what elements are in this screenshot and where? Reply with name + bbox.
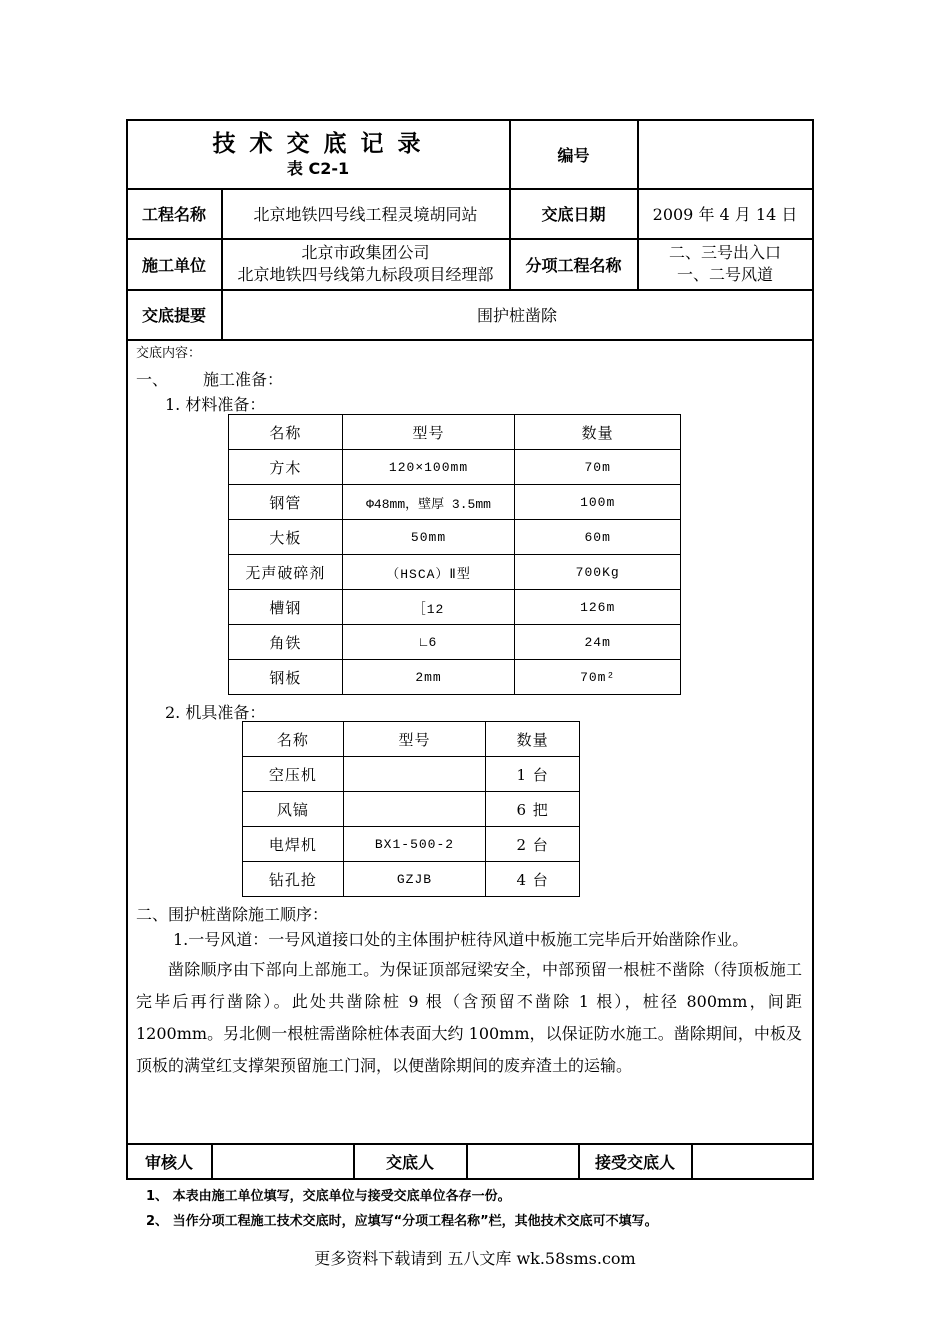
section1-title: 施工准备：: [203, 370, 284, 389]
table-row: [243, 827, 580, 862]
material-spec: ∟6: [342, 625, 515, 660]
form-number: 表 C2-1: [286, 159, 350, 178]
column-header: 数量: [486, 722, 580, 757]
material-name: 槽钢: [229, 590, 343, 625]
summary-label: 交底提要: [141, 306, 206, 325]
material-qty: 24m: [515, 625, 681, 660]
date-label: 交底日期: [541, 205, 606, 224]
project-name: 北京地铁四号线工程灵境胡同站: [253, 205, 478, 224]
machine-model: BX1-500-2: [343, 827, 486, 862]
date-value: 2009 年 4 月 14 日: [652, 205, 798, 224]
material-spec: Φ48mm，壁厚 3.5mm: [342, 485, 515, 520]
contractor-label: 施工单位: [141, 255, 206, 275]
table-row: [229, 520, 681, 555]
machine-qty: 2 台: [486, 827, 580, 862]
material-qty: 700Kg: [515, 555, 681, 590]
machine-qty: 4 台: [486, 862, 580, 897]
section2-title: 二、围护桩凿除施工顺序：: [136, 905, 329, 924]
machine-model: [343, 757, 486, 792]
sub2-title: 2. 机具准备：: [165, 703, 266, 722]
machine-qty: 6 把: [486, 792, 580, 827]
machine-model: [343, 792, 486, 827]
subitem-label: 分项工程名称: [525, 255, 622, 275]
table-row: [243, 757, 580, 792]
material-spec: 2mm: [342, 660, 515, 695]
materials-table: [228, 414, 681, 695]
material-name: 钢管: [229, 485, 343, 520]
summary: 围护桩凿除: [476, 306, 557, 325]
contractor-line1: 北京市政集团公司: [301, 243, 430, 262]
paragraph-1: 1.一号风道：一号风道接口处的主体围护桩待风道中板施工完毕后开始凿除作业。: [173, 930, 749, 949]
note-2: 2、 当作分项工程施工技术交底时，应填写“分项工程名称”栏，其他技术交底可不填写。: [146, 1214, 658, 1229]
table-row: [229, 590, 681, 625]
number-value[interactable]: [638, 120, 812, 188]
contractor-line2: 北京地铁四号线第九标段项目经理部: [237, 265, 494, 284]
material-spec: 50mm: [342, 520, 515, 555]
frame-bottom: [126, 1178, 814, 1180]
machine-name: 风镐: [243, 792, 344, 827]
form-title-block: [127, 120, 509, 188]
receiver-label: 接受交底人: [594, 1152, 675, 1172]
frame-right: [812, 119, 814, 1180]
material-name: 方木: [229, 450, 343, 485]
project-name-label: 工程名称: [141, 205, 206, 224]
column-header: 数量: [515, 415, 681, 450]
material-name: 无声破碎剂: [229, 555, 343, 590]
paragraph-2: 凿除顺序由下部向上部施工。为保证顶部冠梁安全，中部预留一根桩不凿除（待顶板施工完毕后再行凿除）。此处共凿除桩 9 根（含预留不凿除 1 根），桩径 800mm，间距 1200mm。另北侧一根桩需凿除桩体表面大约 100mm，以保证防水施工。凿除期间，中板及顶板的满堂红支撑架预留施工门洞，以便凿除期间的废弃渣土的运输。: [136, 960, 802, 1075]
material-spec: ［12: [342, 590, 515, 625]
receiver-field[interactable]: [692, 1144, 812, 1178]
column-header: 名称: [229, 415, 343, 450]
machines-table: [242, 721, 580, 897]
material-name: 钢板: [229, 660, 343, 695]
table-header-row: [243, 722, 580, 757]
sub1-title: 1. 材料准备：: [165, 395, 266, 414]
reviewer-label: 审核人: [144, 1152, 193, 1172]
form-title: 技 术 交 底 记 录: [212, 131, 424, 157]
subitem-line1: 二、三号出入口: [668, 243, 781, 262]
machine-name: 空压机: [243, 757, 344, 792]
machine-name: 钻孔抢: [243, 862, 344, 897]
number-label: 编号: [557, 145, 590, 165]
table-row: [229, 660, 681, 695]
material-spec: 120×100mm: [342, 450, 515, 485]
table-row: [243, 792, 580, 827]
machine-name: 电焊机: [243, 827, 344, 862]
reviewer-field[interactable]: [212, 1144, 353, 1178]
table-row: [229, 625, 681, 660]
discloser-field[interactable]: [467, 1144, 578, 1178]
table-row: [229, 555, 681, 590]
material-qty: 60m: [515, 520, 681, 555]
machine-model: GZJB: [343, 862, 486, 897]
material-spec: （HSCA）Ⅱ型: [342, 555, 515, 590]
machine-qty: 1 台: [486, 757, 580, 792]
table-header-row: [229, 415, 681, 450]
note-1: 1、 本表由施工单位填写，交底单位与接受交底单位各存一份。: [146, 1189, 511, 1204]
column-header: 型号: [342, 415, 515, 450]
subitem-line2: 一、二号风道: [676, 265, 773, 284]
row-line: [126, 339, 814, 341]
table-row: [243, 862, 580, 897]
footer-text: 更多资料下载请到 五八文库 wk.58sms.com: [314, 1249, 636, 1268]
material-name: 角铁: [229, 625, 343, 660]
content-intro: 交底内容：: [136, 346, 202, 361]
table-row: [229, 485, 681, 520]
material-qty: 126m: [515, 590, 681, 625]
material-qty: 70m: [515, 450, 681, 485]
material-name: 大板: [229, 520, 343, 555]
material-qty: 70m²: [515, 660, 681, 695]
table-row: [229, 450, 681, 485]
column-header: 型号: [343, 722, 486, 757]
contractor: [222, 239, 509, 289]
column-header: 名称: [243, 722, 344, 757]
material-qty: 100m: [515, 485, 681, 520]
discloser-label: 交底人: [385, 1152, 434, 1172]
subitem: [638, 239, 812, 289]
section1-number: 一、: [136, 370, 169, 389]
